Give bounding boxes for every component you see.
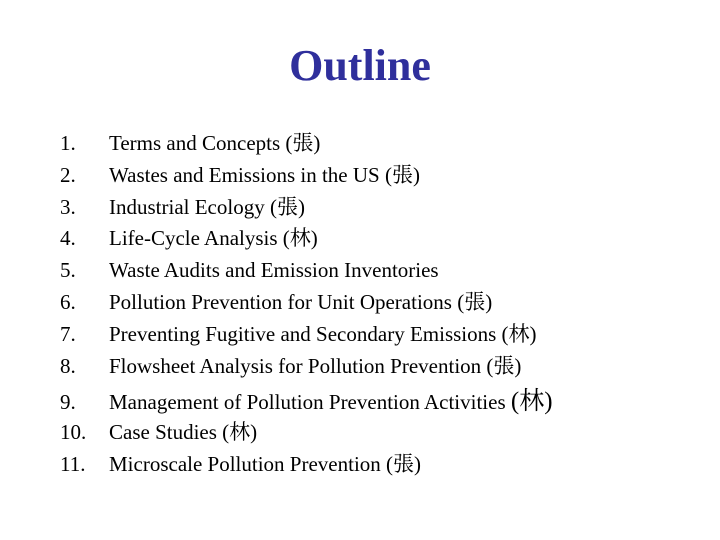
item-number: 5. bbox=[60, 258, 76, 283]
item-text: Wastes and Emissions in the US (張) bbox=[109, 162, 420, 187]
item-number: 11. bbox=[60, 451, 86, 476]
item-text: Waste Audits and Emission Inventories bbox=[109, 258, 439, 283]
outline-list bbox=[60, 128, 700, 480]
list-item bbox=[60, 351, 700, 383]
list-item bbox=[60, 382, 700, 417]
list-item bbox=[60, 287, 700, 319]
item-text: Pollution Prevention for Unit Operations (張) bbox=[109, 289, 493, 314]
item-text: Terms and Concepts (張) bbox=[109, 131, 321, 155]
page-title: Outline bbox=[289, 41, 431, 90]
item-number: 4. bbox=[60, 226, 76, 251]
item-number: 1. bbox=[60, 131, 76, 155]
list-item bbox=[60, 319, 700, 351]
item-text: Microscale Pollution Prevention (張) bbox=[109, 451, 422, 476]
list-item bbox=[60, 417, 700, 449]
item-number: 10. bbox=[60, 419, 87, 444]
item-number: 8. bbox=[60, 353, 76, 378]
item-text: Preventing Fugitive and Secondary Emissions (林) bbox=[109, 321, 537, 346]
item-number: 9. bbox=[60, 390, 76, 415]
list-item bbox=[60, 223, 700, 255]
item-text-suffix: (林) bbox=[510, 388, 553, 416]
item-number: 2. bbox=[60, 162, 76, 187]
list-item bbox=[60, 255, 700, 287]
list-item bbox=[60, 449, 700, 481]
list-item bbox=[60, 128, 700, 160]
item-number: 7. bbox=[60, 321, 76, 346]
item-text: Flowsheet Analysis for Pollution Prevention (張) bbox=[109, 353, 522, 378]
item-text: Industrial Ecology (張) bbox=[109, 194, 305, 219]
item-number: 6. bbox=[60, 289, 76, 314]
item-text: Life-Cycle Analysis (林) bbox=[109, 226, 318, 251]
list-item bbox=[60, 160, 700, 192]
item-text-main: Management of Pollution Prevention Activities bbox=[109, 390, 506, 415]
item-number: 3. bbox=[60, 194, 76, 219]
list-item bbox=[60, 192, 700, 224]
item-text: Case Studies (林) bbox=[109, 419, 258, 444]
